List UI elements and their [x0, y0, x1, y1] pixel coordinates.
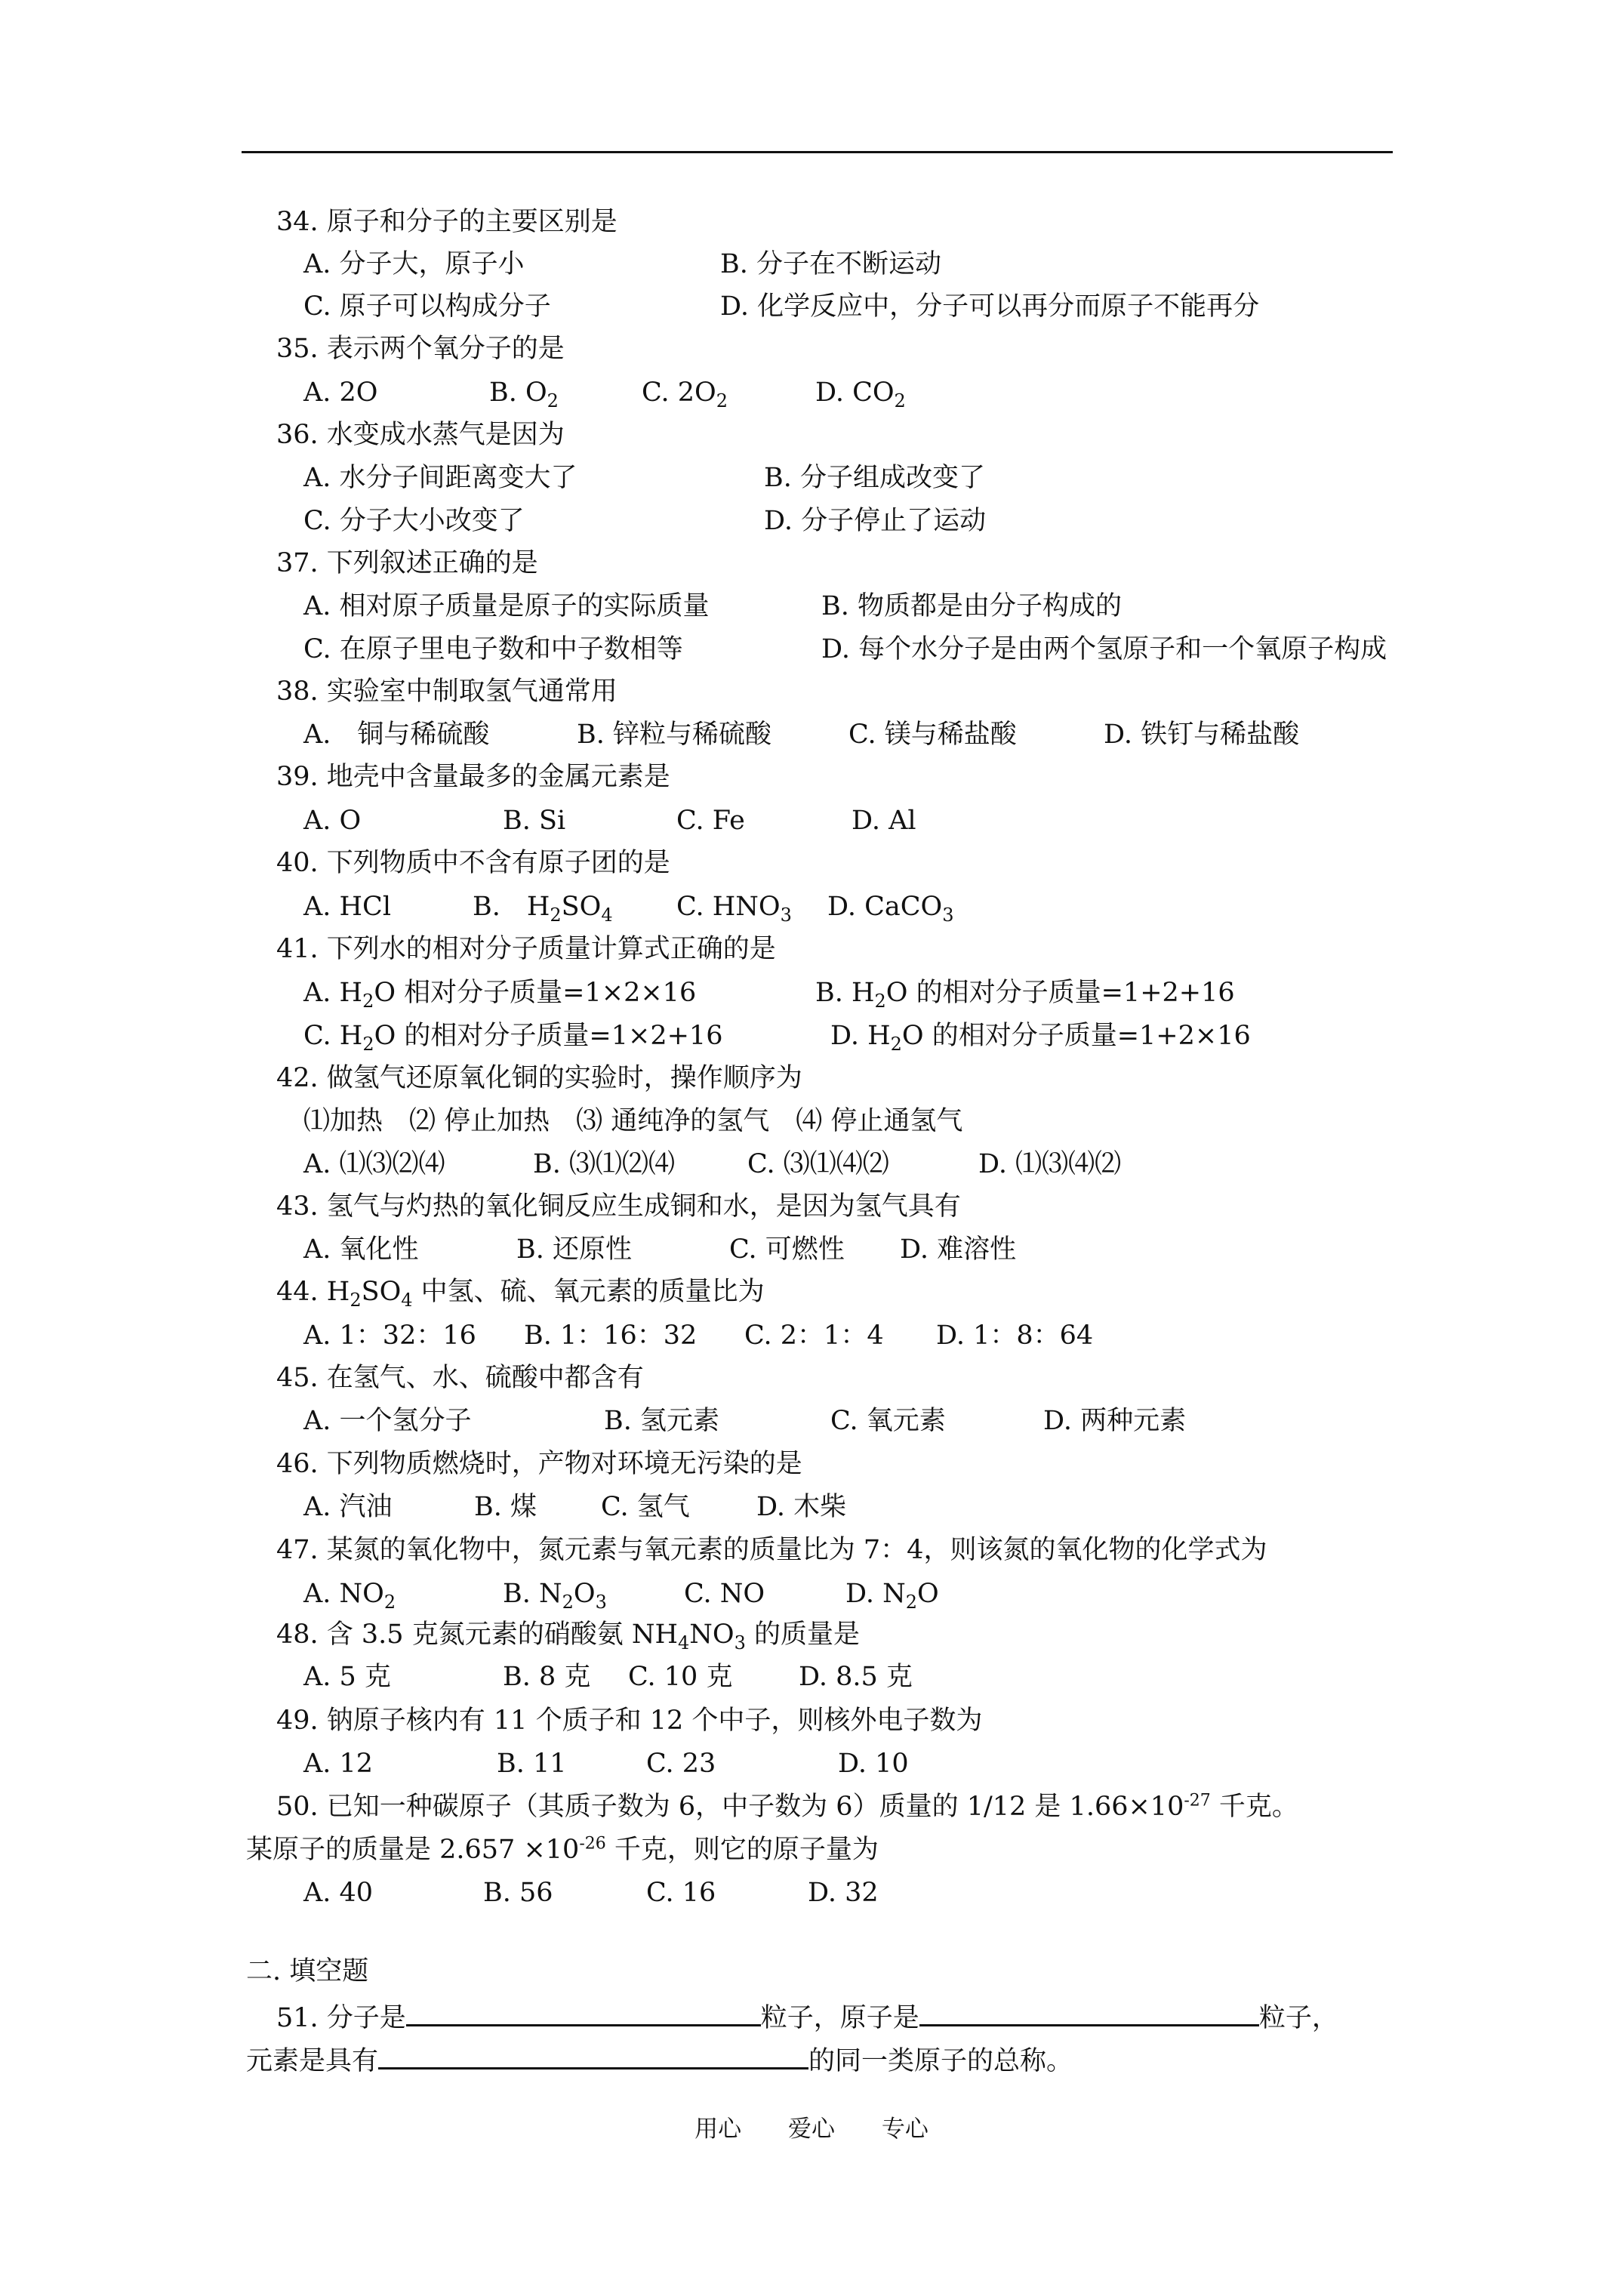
q39-option-a: A. O	[303, 806, 362, 836]
q38-option-b: B. 锌粒与稀硫酸	[577, 720, 771, 750]
question-51-line1: 51. 分子是 粒子，原子是 粒子，	[276, 1997, 1338, 2036]
q41-option-a: A. $H_2O$ 相对分子质量=1×2×16	[303, 978, 697, 1012]
q41-option-d: D. $H_2O$ 的相对分子质量=1+2×16	[830, 1021, 1251, 1055]
q39-option-c: C. Fe	[676, 806, 745, 836]
q49-option-b: B. 11	[497, 1749, 567, 1779]
q46-option-c: C. 氢气	[601, 1492, 690, 1522]
section-2-title: 二. 填空题	[246, 1956, 369, 1986]
question-50-stem-line2: 某原子的质量是 $2.657 \times 10^{-26}$ 千克，则它的原子量为	[246, 1834, 879, 1865]
q38-option-a: A. 铜与稀硫酸	[303, 720, 490, 750]
q43-option-b: B. 还原性	[516, 1234, 632, 1265]
question-39-stem: 39. 地壳中含量最多的金属元素是	[276, 762, 670, 792]
q41-option-c: C. $H_2O$ 的相对分子质量=1×2+16	[303, 1021, 723, 1055]
footer-text-3: 专心	[881, 2116, 929, 2143]
q49-option-d: D. 10	[838, 1749, 909, 1779]
blank-1[interactable]	[406, 1997, 761, 2026]
q43-option-c: C. 可燃性	[729, 1234, 845, 1265]
q36-option-d: D. 分子停止了运动	[764, 506, 987, 536]
q48-option-d: D. 8.5 克	[799, 1662, 913, 1692]
q44-option-d: D. 1：8：64	[936, 1321, 1094, 1351]
q43-option-a: A. 氧化性	[303, 1234, 419, 1265]
q35-option-a: A. 2O	[303, 378, 378, 408]
question-47-stem: 47. 某氮的氧化物中，氮元素与氧元素的质量比为 7：4，则该氮的氧化物的化学式为	[276, 1535, 1267, 1565]
q40-option-b: B. $H_2SO_4$	[473, 892, 613, 926]
q48-option-b: B. 8 克	[503, 1662, 591, 1692]
q34-option-a: A. 分子大，原子小	[303, 249, 525, 279]
q37-option-b: B. 物质都是由分子构成的	[821, 591, 1122, 621]
q40-option-d: D. CaCO$_3$	[827, 892, 954, 926]
blank-3[interactable]	[378, 2040, 808, 2069]
q35-option-d: D. $CO_2$	[815, 378, 906, 411]
question-37-stem: 37. 下列叙述正确的是	[276, 548, 538, 578]
q39-option-b: B. Si	[503, 806, 566, 836]
q45-option-c: C. 氧元素	[830, 1406, 946, 1436]
q40-option-a: A. HCl	[303, 892, 392, 922]
page-footer	[0, 2114, 1623, 2144]
q46-option-b: B. 煤	[474, 1492, 537, 1522]
q45-option-a: A. 一个氢分子	[303, 1406, 472, 1436]
q37-option-c: C. 在原子里电子数和中子数相等	[303, 634, 683, 664]
q37-option-a: A. 相对原子质量是原子的实际质量	[303, 591, 710, 621]
q49-option-a: A. 12	[303, 1749, 374, 1779]
q44-option-c: C. 2：1：4	[744, 1321, 884, 1351]
q38-option-c: C. 镁与稀盐酸	[848, 720, 1017, 750]
question-35-stem: 35. 表示两个氧分子的是	[276, 334, 565, 364]
footer-text-2: 爱心	[788, 2116, 835, 2143]
q35-option-b: B. $O_2$	[489, 378, 559, 411]
q36-option-b: B. 分子组成改变了	[764, 463, 985, 493]
q42-option-d: D. ⑴⑶⑷⑵	[978, 1149, 1122, 1179]
q48-option-a: A. 5 克	[303, 1662, 391, 1692]
q47-option-b: B. $N_2O_3$	[503, 1579, 607, 1613]
q45-option-d: D. 两种元素	[1043, 1406, 1187, 1436]
q44-option-b: B. 1：16：32	[524, 1321, 698, 1351]
q49-option-c: C. 23	[646, 1749, 716, 1779]
q44-option-a: A. 1：32：16	[303, 1321, 476, 1351]
question-36-stem: 36. 水变成水蒸气是因为	[276, 420, 565, 450]
question-51-line2: 元素是具有 的同一类原子的总称。	[246, 2040, 1073, 2079]
q50-option-b: B. 56	[483, 1878, 553, 1908]
question-43-stem: 43. 氢气与灼热的氧化铜反应生成铜和水，是因为氢气具有	[276, 1191, 961, 1222]
q34-option-b: B. 分子在不断运动	[720, 249, 941, 279]
question-46-stem: 46. 下列物质燃烧时，产物对环境无污染的是	[276, 1449, 802, 1479]
q42-option-b: B. ⑶⑴⑵⑷	[533, 1149, 675, 1179]
q38-option-d: D. 铁钉与稀盐酸	[1104, 720, 1300, 750]
q36-option-a: A. 水分子间距离变大了	[303, 463, 577, 493]
q37-option-d: D. 每个水分子是由两个氢原子和一个氧原子构成	[821, 634, 1387, 664]
q47-option-c: C. NO	[684, 1579, 765, 1609]
q50-option-a: A. 40	[303, 1878, 374, 1908]
q47-option-d: D. $N_2O$	[845, 1579, 939, 1613]
question-42-stem: 42. 做氢气还原氧化铜的实验时，操作顺序为	[276, 1063, 802, 1093]
q47-option-a: A. $NO_2$	[303, 1579, 396, 1613]
question-38-stem: 38. 实验室中制取氢气通常用	[276, 676, 617, 707]
q35-option-c: C. $2O_2$	[642, 378, 728, 411]
q46-option-d: D. 木柴	[756, 1492, 847, 1522]
question-41-stem: 41. 下列水的相对分子质量计算式正确的是	[276, 934, 776, 964]
question-49-stem: 49. 钠原子核内有 11 个质子和 12 个中子，则核外电子数为	[276, 1706, 983, 1736]
q39-option-d: D. Al	[852, 806, 916, 836]
question-40-stem: 40. 下列物质中不含有原子团的是	[276, 848, 670, 878]
q41-option-b: B. $H_2O$ 的相对分子质量=1+2+16	[815, 978, 1235, 1012]
q42-steps: ⑴加热 ⑵ 停止加热 ⑶ 通纯净的氢气 ⑷ 停止通氢气	[303, 1106, 963, 1136]
q43-option-d: D. 难溶性	[900, 1234, 1017, 1265]
blank-2[interactable]	[919, 1997, 1259, 2026]
q45-option-b: B. 氢元素	[604, 1406, 719, 1436]
q36-option-c: C. 分子大小改变了	[303, 506, 525, 536]
header-rule	[242, 151, 1393, 153]
q34-option-c: C. 原子可以构成分子	[303, 291, 551, 322]
footer-text-1: 用心	[694, 2116, 742, 2143]
q48-option-c: C. 10 克	[628, 1662, 733, 1692]
q50-option-d: D. 32	[808, 1878, 879, 1908]
question-44-stem: 44. $H_2SO_4$ 中氢、硫、氧元素的质量比为	[276, 1277, 765, 1311]
q40-option-c: C. $HNO_3$	[676, 892, 792, 926]
question-50-stem-line1: 50. 已知一种碳原子（其质子数为 6，中子数为 6）质量的 1/12 是 $1.66\times 10^{-27}$ 千克。	[276, 1791, 1298, 1822]
question-48-stem: 48. 含 3.5 克氮元素的硝酸氨 $NH_4NO_3$ 的质量是	[276, 1620, 861, 1653]
q46-option-a: A. 汽油	[303, 1492, 393, 1522]
q50-option-c: C. 16	[646, 1878, 716, 1908]
question-34-stem: 34. 原子和分子的主要区别是	[276, 207, 617, 237]
q42-option-a: A. ⑴⑶⑵⑷	[303, 1149, 445, 1179]
q34-option-d: D. 化学反应中，分子可以再分而原子不能再分	[720, 291, 1260, 322]
q42-option-c: C. ⑶⑴⑷⑵	[747, 1149, 889, 1179]
question-45-stem: 45. 在氢气、水、硫酸中都含有	[276, 1363, 644, 1393]
